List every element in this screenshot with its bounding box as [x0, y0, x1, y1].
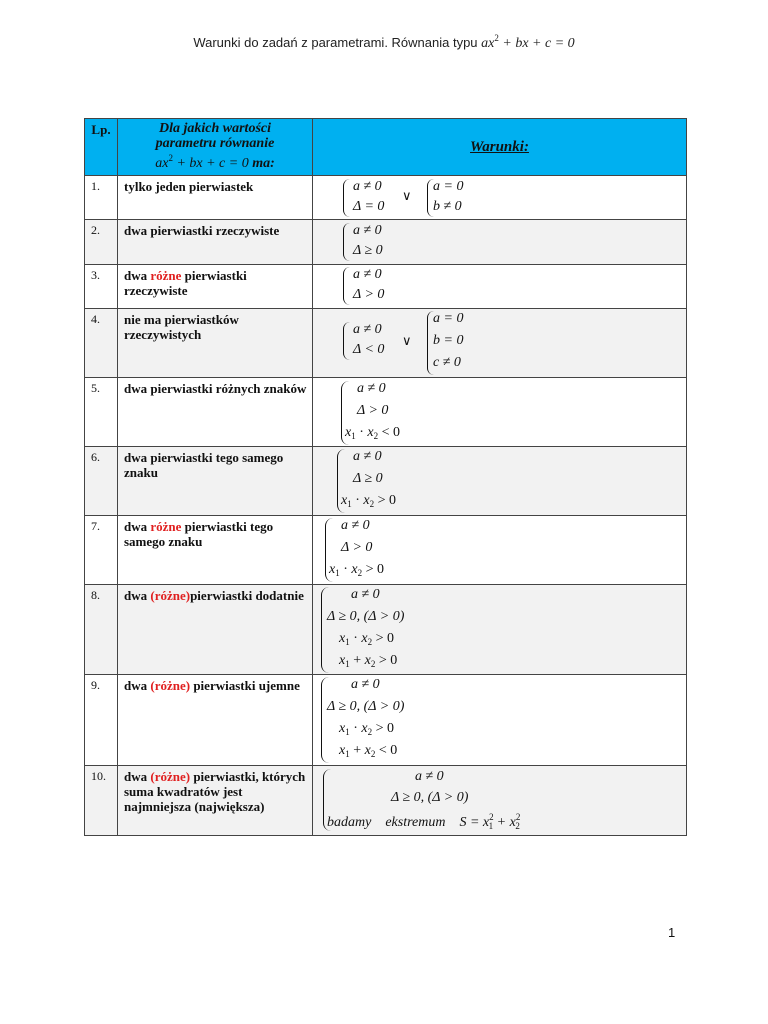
- header-description: Dla jakich wartości parametru równanie $ax^2$ + bx + c = 0 ma:: [118, 119, 313, 176]
- table-row: [85, 309, 687, 378]
- table-header-row: [85, 119, 687, 176]
- row-description: dwa (różne) pierwiastki ujemne: [118, 675, 313, 766]
- condition-system: a ≠ 0 Δ > 0: [343, 266, 423, 306]
- row-number: 9.: [85, 675, 118, 766]
- condition-system: a ≠ 0 Δ ≥ 0, (Δ > 0) badamy ekstremum $S = x^2_1 + x^2_2$: [323, 768, 553, 832]
- header-lp: Lp.: [85, 119, 118, 176]
- row-conditions: [313, 176, 687, 220]
- condition-system: a ≠ 0 Δ ≥ 0 $x_1 \cdot x_2 > 0$: [337, 448, 437, 514]
- conditions-table: [84, 118, 687, 836]
- table-row: [85, 265, 687, 309]
- table-row: [85, 176, 687, 220]
- row-number: 2.: [85, 220, 118, 265]
- table-row: [85, 447, 687, 516]
- row-description: dwa pierwiastki różnych znaków: [118, 378, 313, 447]
- header-equation: $ax^2$ + bx + c = 0: [481, 33, 575, 51]
- row-description: dwa pierwiastki tego samego znaku: [118, 447, 313, 516]
- condition-system: a ≠ 0 Δ ≥ 0, (Δ > 0) $x_1 \cdot x_2 > 0$ $x_1 + x_2 < 0$: [321, 676, 431, 764]
- row-conditions: [313, 585, 687, 675]
- row-number: 7.: [85, 516, 118, 585]
- or-symbol: ∨: [402, 188, 412, 203]
- row-number: 5.: [85, 378, 118, 447]
- page-number: 1: [668, 925, 676, 940]
- row-description: dwa (różne) pierwiastki, których suma kwadratów jest najmniejsza (największa): [118, 766, 313, 836]
- table-row: [85, 585, 687, 675]
- row-conditions: [313, 516, 687, 585]
- row-conditions: [313, 447, 687, 516]
- page-header: [0, 33, 768, 52]
- table-row: [85, 675, 687, 766]
- condition-system: a ≠ 0 Δ = 0: [343, 178, 423, 218]
- condition-system: a ≠ 0 Δ ≥ 0: [343, 222, 423, 262]
- table-row: [85, 516, 687, 585]
- condition-system: a = 0 b = 0 c ≠ 0: [427, 310, 507, 376]
- or-symbol: ∨: [402, 333, 412, 348]
- header-conditions: Warunki:: [313, 119, 687, 176]
- condition-system: a ≠ 0 Δ ≥ 0, (Δ > 0) $x_1 \cdot x_2 > 0$ $x_1 + x_2 > 0$: [321, 586, 431, 674]
- table-row: [85, 220, 687, 265]
- row-number: 4.: [85, 309, 118, 378]
- row-description: dwa różne pierwiastki tego samego znaku: [118, 516, 313, 585]
- row-description: tylko jeden pierwiastek: [118, 176, 313, 220]
- row-description: nie ma pierwiastków rzeczywistych: [118, 309, 313, 378]
- row-description: dwa (różne)pierwiastki dodatnie: [118, 585, 313, 675]
- condition-system: a = 0 b ≠ 0: [427, 178, 507, 218]
- row-description: dwa pierwiastki rzeczywiste: [118, 220, 313, 265]
- condition-system: a ≠ 0 Δ < 0: [343, 321, 423, 361]
- row-conditions: [313, 265, 687, 309]
- table-row: [85, 378, 687, 447]
- row-conditions: [313, 766, 687, 836]
- row-number: 10.: [85, 766, 118, 836]
- row-conditions: [313, 675, 687, 766]
- header-title: Warunki do zadań z parametrami. Równania typu: [193, 35, 478, 50]
- row-conditions: [313, 309, 687, 378]
- row-number: 8.: [85, 585, 118, 675]
- row-conditions: [313, 378, 687, 447]
- row-number: 1.: [85, 176, 118, 220]
- row-number: 6.: [85, 447, 118, 516]
- condition-system: a ≠ 0 Δ > 0 $x_1 \cdot x_2 < 0$: [341, 380, 441, 446]
- row-description: dwa różne pierwiastki rzeczywiste: [118, 265, 313, 309]
- condition-system: a ≠ 0 Δ > 0 $x_1 \cdot x_2 > 0$: [325, 517, 425, 583]
- table-row: [85, 766, 687, 836]
- row-conditions: [313, 220, 687, 265]
- row-number: 3.: [85, 265, 118, 309]
